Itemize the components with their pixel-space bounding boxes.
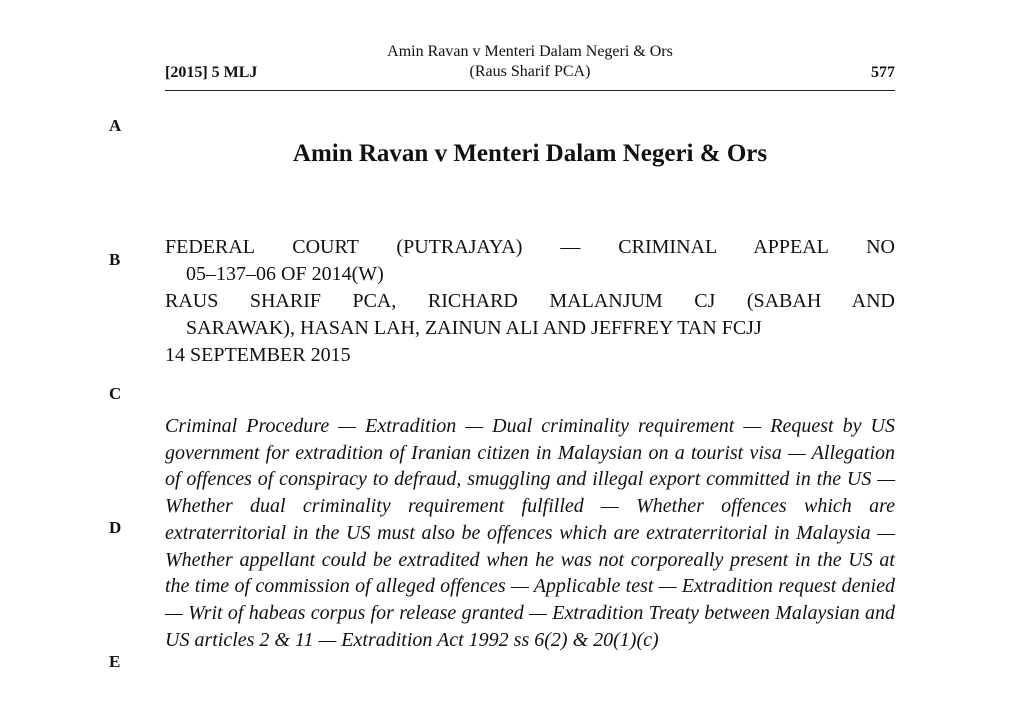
running-title-case: Amin Ravan v Menteri Dalam Negeri & Ors	[387, 43, 673, 60]
page-number: 577	[871, 64, 895, 81]
catchwords: Criminal Procedure — Extradition — Dual criminality requirement — Request by US government for extradition of Iranian citizen in Malaysian on a tourist visa — Allegation of offences of conspiracy to defraud, smuggling and illegal export committed in the US — Whether dual criminality requirement fulfilled — Whether offences which are extraterritorial in the US must also be offences which are extraterritorial in Malaysia — Whether appellant could be extradited when he was not corporeally present in the US at the time of commission of alleged offences — Applicable test — Extradition request denied — Writ of habeas corpus for release granted — Extradition Treaty between Malaysian and US articles 2 & 11 — Extradition Act 1992 ss 6(2) & 20(1)(c)	[165, 415, 895, 651]
margin-letter-a: A	[109, 116, 122, 135]
margin-letter-c: C	[109, 384, 122, 403]
page-header	[165, 42, 895, 91]
law-report-citation: [2015] 5 MLJ	[165, 64, 258, 81]
coram-line: RAUS SHARIF PCA, RICHARD MALANJUM CJ (SABAH AND	[165, 290, 895, 312]
margin-letter-d: D	[109, 518, 122, 537]
judgment-date: 14 SEPTEMBER 2015	[165, 344, 351, 366]
margin-letter-e: E	[109, 652, 121, 671]
court-appeal-number: 05–137–06 OF 2014(W)	[186, 263, 384, 285]
case-title: Amin Ravan v Menteri Dalam Negeri & Ors	[292, 140, 768, 167]
running-title	[335, 42, 725, 82]
running-title-judge: (Raus Sharif PCA)	[469, 63, 591, 80]
margin-letter-b: B	[109, 250, 121, 269]
coram-continuation: SARAWAK), HASAN LAH, ZAINUN ALI AND JEFFREY TAN FCJJ	[186, 317, 762, 339]
court-appeal-line: FEDERAL COURT (PUTRAJAYA) — CRIMINAL APPEAL NO	[165, 236, 895, 258]
court-details	[165, 234, 895, 369]
